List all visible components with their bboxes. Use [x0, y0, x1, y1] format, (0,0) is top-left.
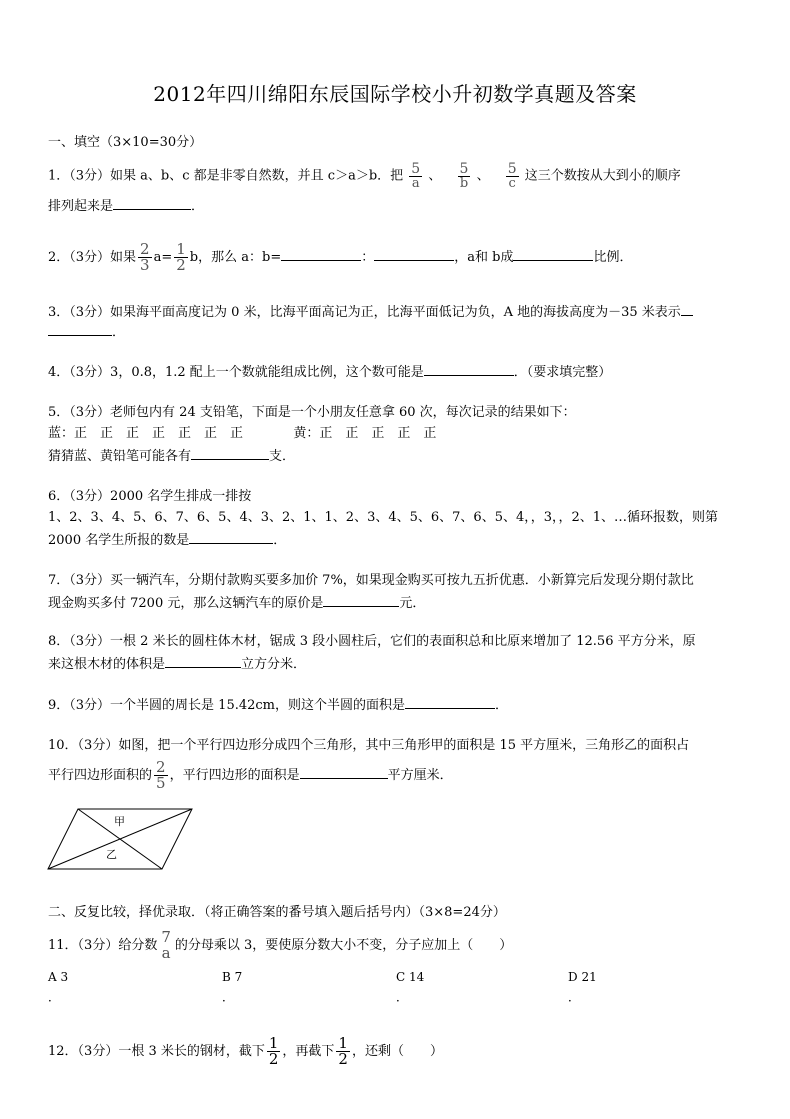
- q10-answer-blank[interactable]: [300, 765, 388, 779]
- q12-prefix: 12．（3分）一根 3 米长的钢材，截下: [48, 1044, 265, 1059]
- q5-blue-label: 蓝：: [48, 426, 75, 441]
- q6-line-3-text: 2000 名学生所报的数是: [48, 533, 190, 548]
- q12-fraction-1-over-2-second: $\frac{1}{2}$: [338, 1034, 348, 1068]
- question-6-line-1: 6．（3分）2000 名学生排成一排按: [48, 489, 252, 504]
- q1-fraction-5-over-a: $\frac{5}{a}$: [411, 161, 421, 191]
- q8-answer-blank[interactable]: [165, 654, 241, 668]
- q5-end: 支．: [269, 449, 296, 464]
- q4-end: ．（要求填完整）: [513, 365, 612, 380]
- section-1-heading: 一、填空（3×10=30分）: [48, 135, 203, 150]
- q8-end: 立方分米．: [241, 657, 307, 672]
- q11-option-b[interactable]: B 7: [222, 970, 243, 984]
- q2-fraction-1-over-2: $\frac{1}{2}$: [176, 240, 186, 274]
- label-jia: 甲: [114, 815, 125, 828]
- q1-fraction-5-over-c: $\frac{5}{c}$: [507, 161, 517, 191]
- q2-answer-blank-2[interactable]: [374, 247, 454, 261]
- q10-line-2-mid: ，平行四边形的面积是: [169, 768, 300, 783]
- q10-fraction-2-over-5: $\frac{2}{5}$: [156, 758, 166, 792]
- parallelogram-figure: [46, 806, 196, 872]
- section-2-heading: 二、反复比较，择优录取．（将正确答案的番号填入题后括号内）（3×8=24分）: [48, 905, 506, 920]
- question-9: [48, 695, 508, 715]
- q11-option-b-dot: ．: [222, 990, 235, 1004]
- q1-answer-blank[interactable]: [113, 196, 191, 210]
- q7-line-2-text: 现金购买多付 7200 元，那么这辆汽车的原价是: [48, 596, 324, 611]
- q1-fraction-5-over-b: $\frac{5}{b}$: [459, 161, 469, 191]
- q9-text: 9．（3分）一个半圆的周长是 15.42cm，则这个半圆的面积是: [48, 698, 405, 713]
- question-10-line-2: [48, 760, 453, 791]
- q2-colon: ：: [361, 250, 375, 265]
- q1-separator: 、: [428, 168, 442, 184]
- q10-end: 平方厘米．: [387, 768, 453, 783]
- q2-mid-3: ，a和 b成: [454, 250, 514, 265]
- question-6-line-3: [48, 530, 286, 550]
- q3-text: 3．（3分）如果海平面高度记为 0 米，比海平面高记为正，比海平面低记为负，A 地的海拔高度为－35 米表示: [48, 305, 681, 320]
- q11-suffix: 的分母乘以 3，要使原分数大小不变，分子应加上（ ）: [174, 938, 513, 953]
- q2-answer-blank-3[interactable]: [513, 247, 593, 261]
- question-11: [48, 930, 512, 961]
- question-5-line-3: [48, 446, 295, 466]
- question-3-line-2: [48, 322, 125, 342]
- label-yi: 乙: [106, 848, 117, 861]
- question-1-line-2: [48, 196, 204, 216]
- q3-answer-blank-part-2[interactable]: [48, 322, 112, 336]
- q1-suffix: 这三个数按从大到小的顺序: [524, 168, 681, 184]
- q2-prefix: 2．（3分）如果: [48, 250, 137, 265]
- q2-answer-blank-1[interactable]: [281, 247, 361, 261]
- q12-mid: ，再截下: [282, 1044, 335, 1059]
- question-8-line-2: [48, 654, 306, 674]
- q11-option-d-dot: ．: [568, 990, 581, 1004]
- question-6-line-2: 1、2、3、4、5、6、7、6、5、4、3、2、1、1、2、3、4、5、6、7、6、5、4，，3，，2、1、…循环报数，则第: [48, 510, 719, 525]
- question-1-line-1: [48, 162, 681, 190]
- q4-prefix: 4．（3分）3，0.8，1.2 配上一个数就能组成比例，这个数可能是: [48, 365, 424, 380]
- q11-option-a[interactable]: A 3: [48, 970, 69, 984]
- question-12: [48, 1036, 443, 1067]
- q7-end: 元．: [399, 596, 426, 611]
- question-5-line-1: 5．（3分）老师包内有 24 支铅笔，下面是一个小朋友任意拿 60 次，每次记录的结果如下：: [48, 405, 576, 420]
- q1-prefix: 1．（3分）如果 a、b、c 都是非零自然数，并且 c＞a＞b．把: [48, 168, 404, 184]
- q1-separator: 、: [476, 168, 490, 184]
- q10-line-2-prefix: 平行四边形面积的: [48, 768, 153, 783]
- q2-mid-2: b，那么 a：b=: [189, 250, 282, 265]
- question-2: [48, 242, 632, 273]
- question-7-line-2: [48, 593, 425, 613]
- q5-blue-tally: 正 正 正 正 正 正 正: [74, 426, 244, 441]
- q7-answer-blank[interactable]: [323, 593, 399, 607]
- q6-answer-blank[interactable]: [189, 530, 273, 544]
- q6-end: ．: [273, 533, 287, 548]
- q9-answer-blank[interactable]: [405, 695, 495, 709]
- q5-yellow-tally: 正 正 正 正 正: [319, 426, 437, 441]
- q1-end: ．: [191, 199, 205, 214]
- q5-answer-blank[interactable]: [191, 446, 269, 460]
- q3-end: ．: [112, 325, 126, 340]
- q11-option-c[interactable]: C 14: [396, 970, 425, 984]
- question-4: [48, 362, 611, 382]
- q2-fraction-2-over-3: $\frac{2}{3}$: [140, 240, 150, 274]
- question-3-line-1: [48, 302, 693, 322]
- q11-option-c-dot: ．: [396, 990, 409, 1004]
- q12-suffix: ，还剩（ ）: [351, 1044, 443, 1059]
- q11-prefix: 11．（3分）给分数: [48, 938, 158, 953]
- q11-option-d[interactable]: D 21: [568, 970, 597, 984]
- question-10-line-1: 10．（3分）如图，把一个平行四边形分成四个三角形，其中三角形甲的面积是 15 平方厘米，三角形乙的面积占: [48, 738, 690, 753]
- q9-end: ．: [495, 698, 509, 713]
- q5-line-3-text: 猜猜蓝、黄铅笔可能各有: [48, 449, 192, 464]
- q1-line-2-text: 排列起来是: [48, 199, 114, 214]
- question-5-tally: [48, 425, 436, 443]
- q12-fraction-1-over-2-first: $\frac{1}{2}$: [268, 1034, 279, 1068]
- q3-answer-blank-part-1[interactable]: [681, 302, 693, 316]
- q11-fraction-7-over-a: 7 a: [161, 928, 171, 962]
- q2-mid-1: a=: [153, 250, 173, 265]
- q11-option-a-dot: ．: [48, 990, 61, 1004]
- q5-yellow-label: 黄：: [293, 426, 320, 441]
- question-7-line-1: 7．（3分）买一辆汽车，分期付款购买要多加价 7%，如果现金购买可按九五折优惠．小新算完后发现分期付款比: [48, 573, 694, 588]
- page-title: 2012年四川绵阳东辰国际学校小升初数学真题及答案: [153, 82, 637, 106]
- question-8-line-1: 8．（3分）一根 2 米长的圆柱体木材，锯成 3 段小圆柱后，它们的表面积总和比原来增加了 12.56 平方分米，原: [48, 634, 696, 649]
- q4-answer-blank[interactable]: [424, 362, 514, 376]
- q2-end: 比例．: [593, 250, 633, 265]
- q8-line-2-text: 来这根木材的体积是: [48, 657, 166, 672]
